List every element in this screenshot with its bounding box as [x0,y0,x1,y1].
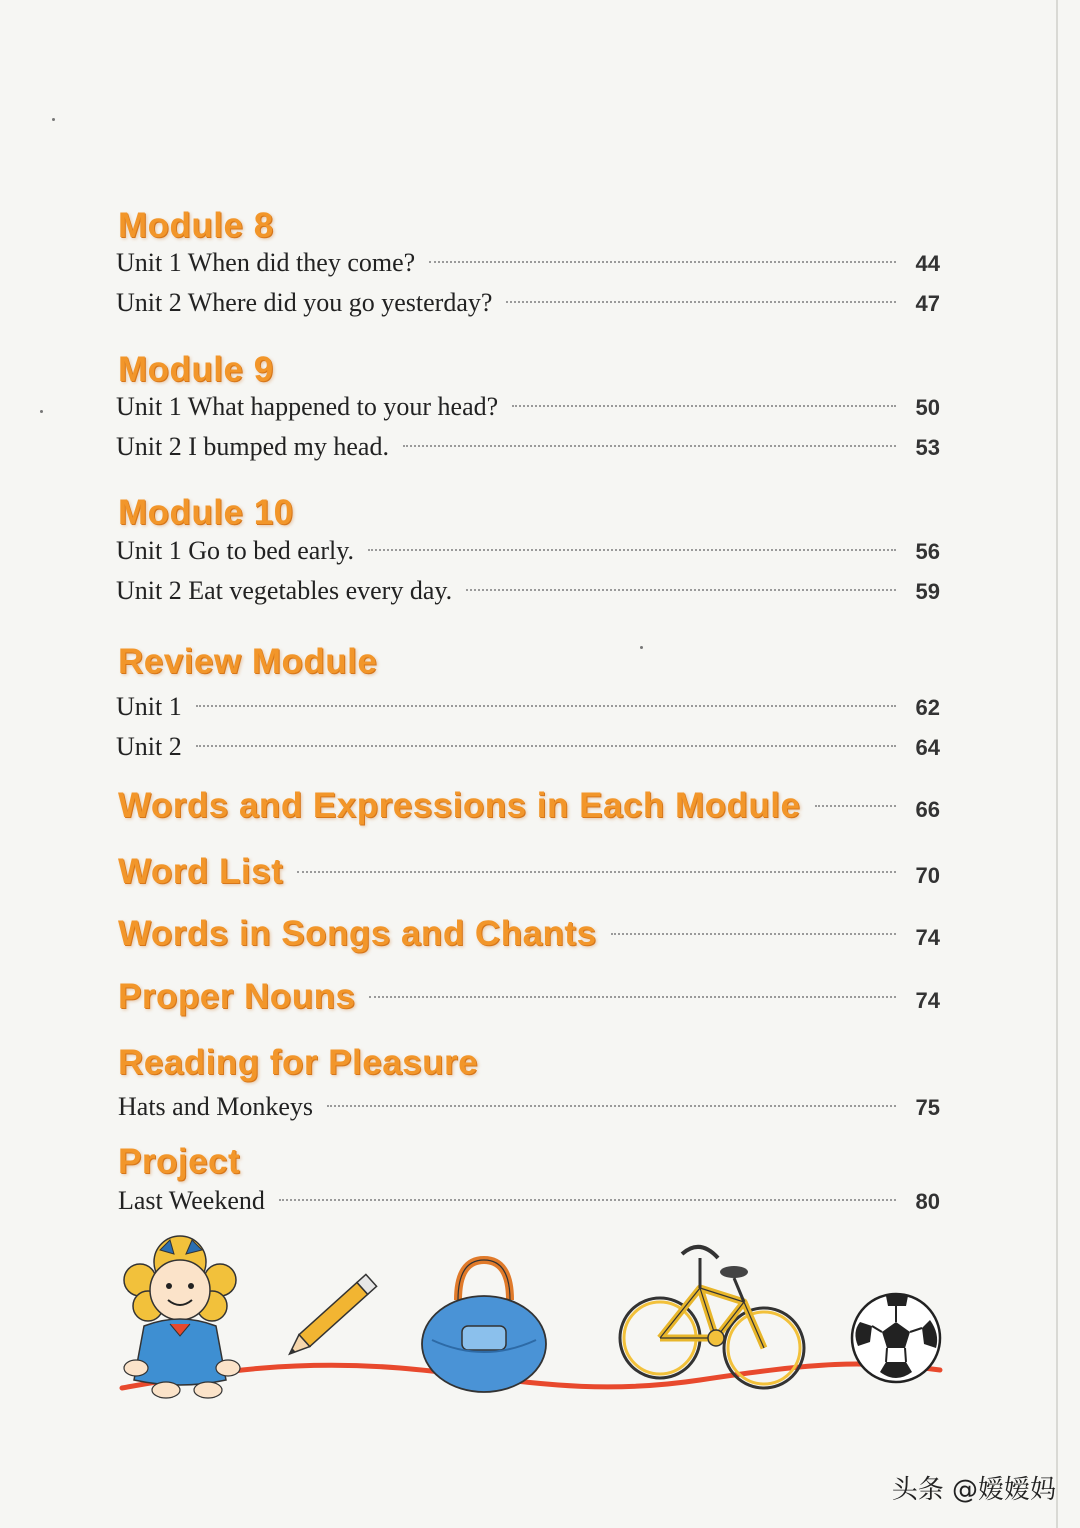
leader-dots [611,933,896,935]
toc-entry[interactable] [116,248,940,282]
leader-dots [196,705,896,707]
toc-entry[interactable] [118,1092,940,1126]
leader-dots [466,589,896,591]
toc-entry[interactable] [118,1186,940,1220]
leader-dots [327,1105,896,1107]
leader-dots [815,805,897,807]
leader-dots [403,445,896,447]
entry-title: Unit 1 [116,692,182,721]
leader-dots [196,745,896,747]
words-expressions-heading: Words and Expressions in Each Module [118,786,801,825]
toc-heading-entry[interactable] [118,914,940,958]
page-number: 74 [915,925,940,950]
leader-dots [369,996,896,998]
page-number: 75 [915,1095,940,1120]
watermark-text: 头条 @嫒嫒妈 [891,1475,1056,1505]
word-list-heading: Word List [118,852,284,891]
page-number: 56 [915,539,940,564]
module-10-heading: Module 10 [118,493,294,532]
project-heading: Project [118,1142,241,1181]
entry-title: Last Weekend [118,1186,265,1215]
illustration-strip [100,1220,960,1410]
page-number: 80 [915,1189,940,1214]
page-number: 53 [915,435,940,460]
toc-entry[interactable] [116,732,940,766]
toc-entry[interactable] [116,432,940,466]
pencil-icon [284,1274,376,1359]
entry-title: Unit 2 [116,732,182,761]
leader-dots [297,871,896,873]
toc-heading-entry[interactable] [118,786,940,830]
reading-heading: Reading for Pleasure [118,1043,479,1082]
page-number: 70 [915,863,940,888]
entry-title: Hats and Monkeys [118,1092,313,1121]
leader-dots [429,261,896,263]
toc-entry[interactable] [116,536,940,570]
page-number: 66 [915,797,940,822]
toc-entry[interactable] [116,692,940,726]
leader-dots [279,1199,896,1201]
scan-speck [40,410,43,413]
proper-nouns-heading: Proper Nouns [118,977,356,1016]
scan-speck [640,646,643,649]
toc-entry[interactable] [116,576,940,610]
page-number: 47 [915,291,940,316]
module-8-heading: Module 8 [118,206,274,245]
scan-speck [52,118,55,121]
entry-title: Unit 2 Where did you go yesterday? [116,288,493,317]
page-edge [1056,0,1058,1528]
leader-dots [512,405,896,407]
leader-dots [506,301,896,303]
leader-dots [368,549,896,551]
toc-entry[interactable] [116,288,940,322]
entry-title: Unit 1 What happened to your head? [116,392,499,421]
entry-title: Unit 1 When did they come? [116,248,416,277]
entry-title: Unit 2 I bumped my head. [116,432,389,461]
bag-icon [422,1260,546,1392]
page-number: 64 [915,735,940,760]
page-number: 74 [915,988,940,1013]
words-songs-heading: Words in Songs and Chants [118,914,597,953]
page-number: 44 [915,251,940,276]
page-number: 59 [915,579,940,604]
toc-entry[interactable] [116,392,940,426]
page-number: 62 [915,695,940,720]
bicycle-icon [620,1247,804,1388]
review-module-heading: Review Module [118,642,378,681]
toc-heading-entry[interactable] [118,852,940,896]
toc-heading-entry[interactable] [118,977,940,1021]
module-9-heading: Module 9 [118,350,274,389]
entry-title: Unit 1 Go to bed early. [116,536,355,565]
page-number: 50 [915,395,940,420]
entry-title: Unit 2 Eat vegetables every day. [116,576,453,605]
doll-icon [124,1236,240,1398]
soccer-ball-icon [852,1294,940,1382]
